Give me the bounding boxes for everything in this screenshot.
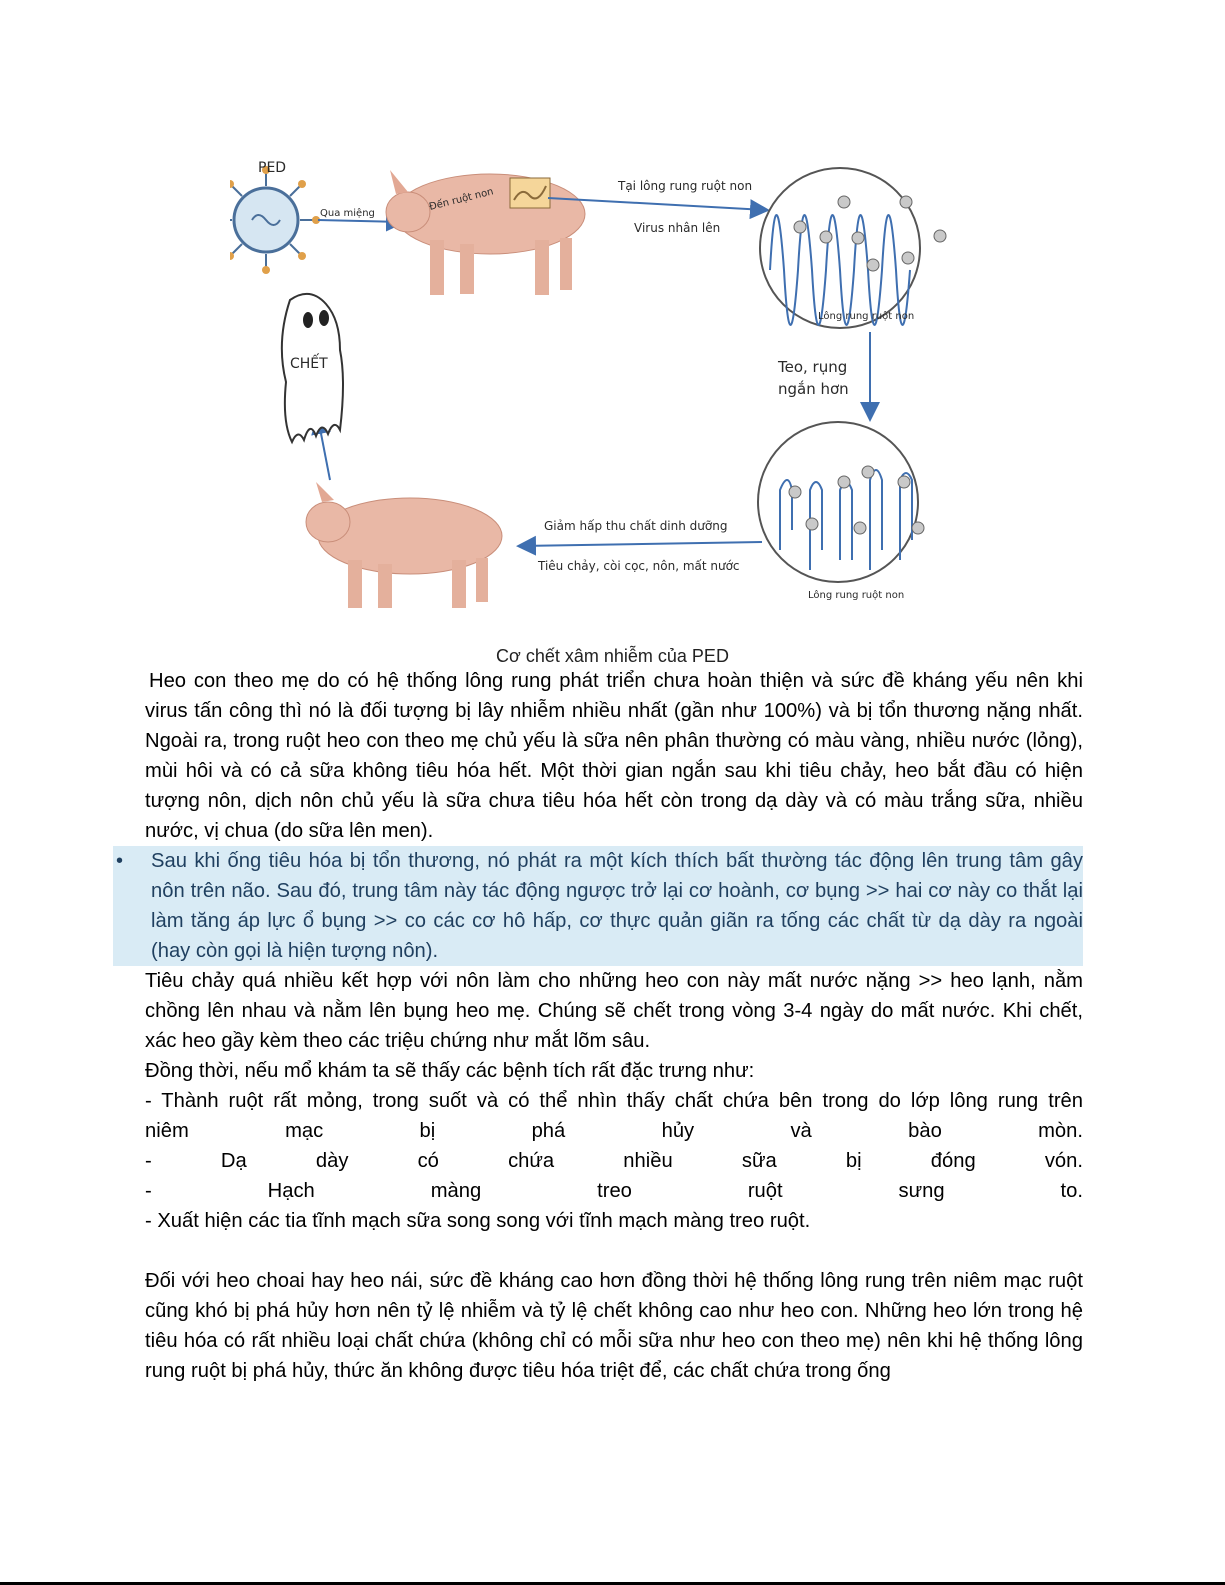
villi-site-label: Tại lông rung ruột non — [618, 179, 753, 193]
villi-healthy-circle — [760, 168, 946, 328]
virus-icon — [230, 166, 320, 274]
adult-pig-paragraph: Đối với heo choai hay heo nái, sức đề kháng cao hơn đồng thời hệ thống lông rung trên niêm mạc ruột cũng khó bị phá hủy hơn nên tỷ lệ nhiễm và tỷ lệ chết không cao như heo con. Những heo lớn trong hệ tiêu hóa có rất nhiều loại chất chứa (không chỉ có mỗi sữa như heo con theo mẹ) nên khi hệ thống lông rung ruột bị phá hủy, thức ăn không được tiêu hóa triệt để, các chất chứa trong ống — [145, 1270, 1083, 1382]
bullet-text: Sau khi ống tiêu hóa bị tổn thương, nó phát ra một kích thích bất thường tác động lên trung tâm gây nôn trên não. Sau đó, trung tâm này tác động ngược trở lại cơ hoành, cơ bụng >> hai cơ này co thắt lại làm tăng áp lực ổ bụng >> co các cơ hô hấp, cơ thực quản giãn ra tống các chất từ dạ dày ra ngoài (hay còn gọi là hiện tượng nôn). — [151, 850, 1083, 962]
villi-bottom-label: Lông rung ruột non — [808, 590, 905, 601]
lesion-4: - Xuất hiện các tia tĩnh mạch sữa song song với tĩnh mạch màng treo ruột. — [145, 1210, 811, 1232]
pig-bottom — [306, 482, 502, 608]
lesion-3: - Hạch màng treo ruột sưng to. — [145, 1180, 1083, 1202]
highlighted-bullet — [113, 846, 1083, 966]
arrow-malabsorption — [520, 542, 762, 546]
dehydration-paragraph: Tiêu chảy quá nhiều kết hợp với nôn làm cho những heo con này mất nước nặng >> heo lạnh, nằm chồng lên nhau và nằm lên bụng heo mẹ. Chúng sẽ chết trong vòng 3-4 ngày do mất nước. Khi chết, xác heo gầy kèm theo các triệu chứng như mắt lõm sâu. — [145, 970, 1083, 1052]
lesion-1-line-1: - Thành ruột rất mỏng, trong suốt và có thể nhìn thấy chất chứa bên trong do lớp lông rung trên — [145, 1090, 1083, 1112]
necropsy-intro: Đồng thời, nếu mổ khám ta sẽ thấy các bệnh tích rất đặc trưng như: — [145, 1060, 755, 1082]
villi-top-label: Lông rung ruột non — [818, 311, 915, 322]
small-intestine-label: Đến ruột non — [428, 186, 495, 213]
article-body — [116, 666, 1083, 1386]
virus-replicate-label: Virus nhân lên — [634, 221, 721, 235]
ped-label: PED — [258, 160, 287, 176]
lesion-2: - Dạ dày có chứa nhiều sữa bị đóng vón. — [145, 1150, 1083, 1172]
figure-caption: Cơ chết xâm nhiễm của PED — [496, 646, 729, 666]
death-label: CHẾT — [290, 356, 328, 372]
malabsorption-label: Giảm hấp thu chất dinh dưỡng — [544, 519, 728, 533]
atrophy-label-2: ngắn hơn — [778, 380, 849, 398]
villi-damaged-circle — [758, 422, 924, 582]
intro-paragraph: Heo con theo mẹ do có hệ thống lông rung phát triển chưa hoàn thiện và sức đề kháng yếu nên khi virus tấn công thì nó là đối tượng bị lây nhiễm nhiều nhất (gần như 100%) và bị tổn thương nặng nhất. Ngoài ra, trong ruột heo con theo mẹ chủ yếu là sữa nên phân thường có màu vàng, nhiều nước (lỏng), mùi hôi và có cả sữa không tiêu hóa hết. Một thời gian ngắn sau khi tiêu chảy, heo bắt đầu có hiện tượng nôn, dịch nôn chủ yếu là sữa chưa tiêu hóa hết còn trong dạ dày và có màu trắng sữa, nhiều nước, vị chua (do sữa lên men). — [145, 670, 1083, 842]
atrophy-label-1: Teo, rụng — [778, 358, 848, 376]
ped-infection-diagram — [230, 150, 990, 620]
lesion-1-line-2: niêm mạc bị phá hủy và bào mòn. — [145, 1120, 1083, 1142]
symptoms-label: Tiêu chảy, còi cọc, nôn, mất nước — [538, 559, 740, 573]
bullet-icon: • — [116, 850, 124, 872]
oral-label: Qua miệng — [320, 208, 375, 219]
